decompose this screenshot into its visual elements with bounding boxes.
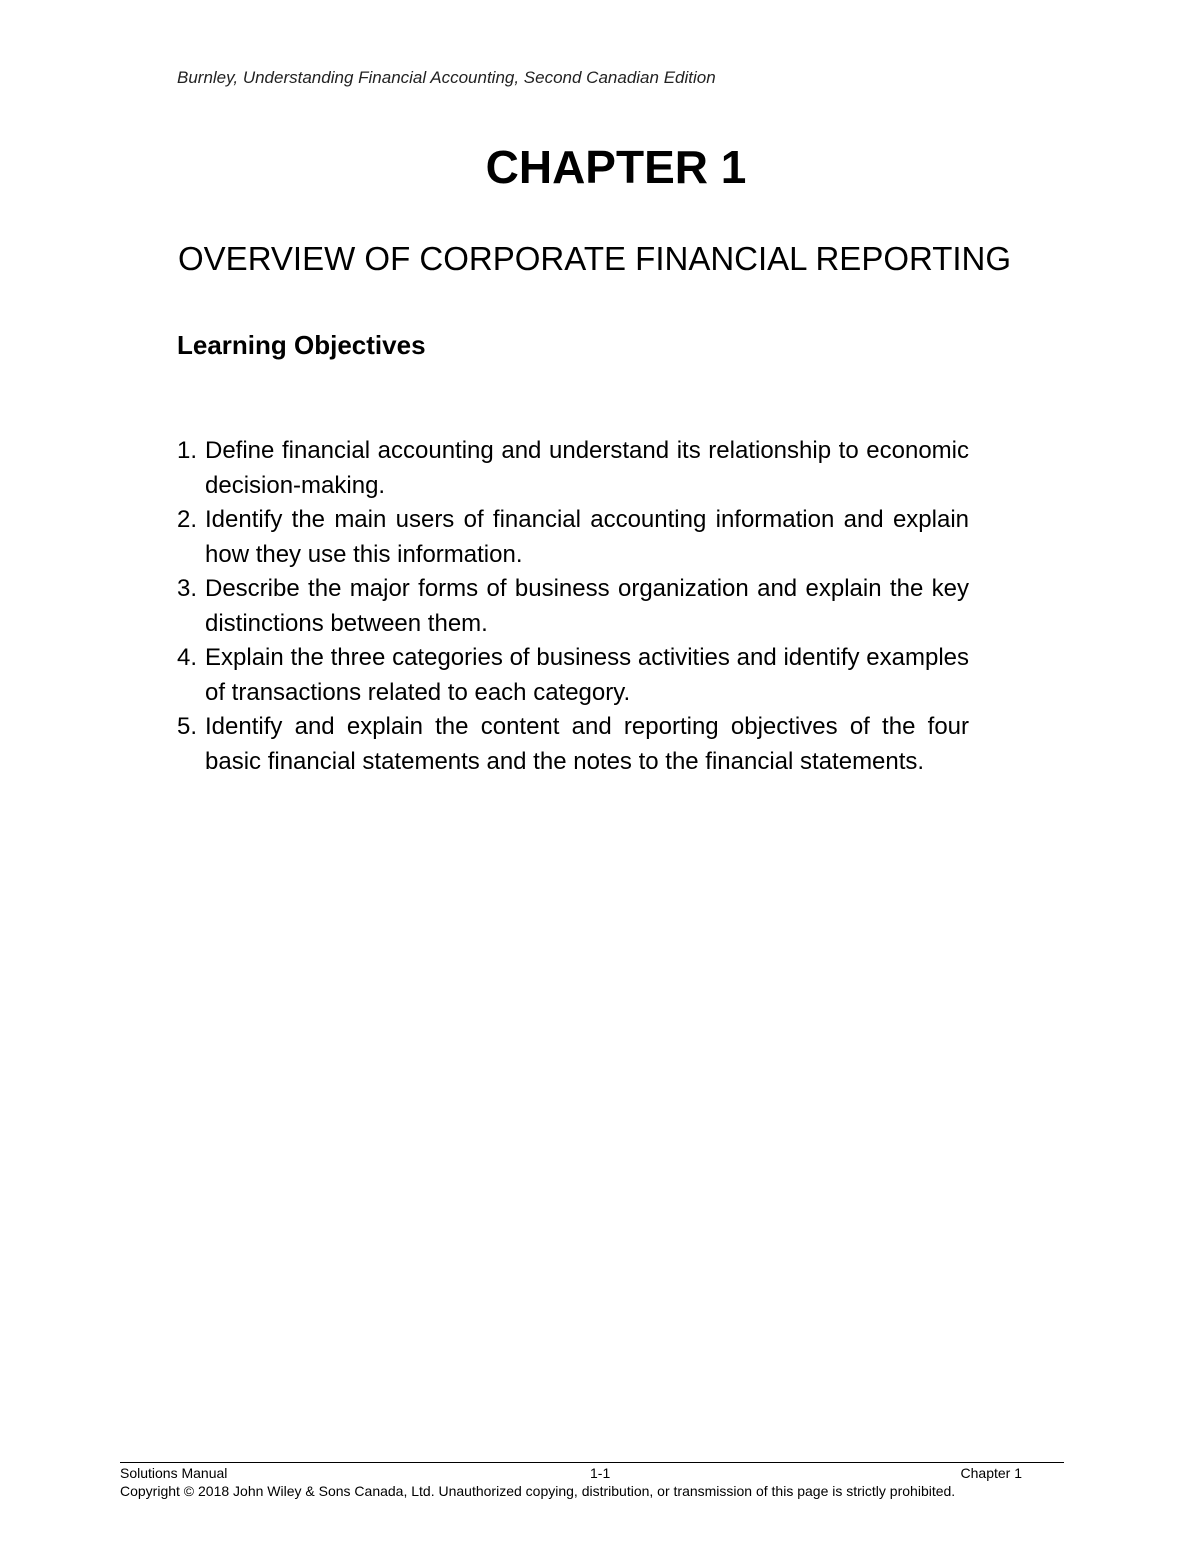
objective-number: 3. — [177, 575, 198, 602]
learning-objectives-heading: Learning Objectives — [177, 330, 426, 360]
objective-number: 1. — [177, 437, 198, 464]
objective-text: Identify the main users of financial accounting information and explain how they use this information. — [205, 506, 969, 568]
footer-page-number: 1-1 — [590, 1465, 611, 1481]
objective-item — [177, 502, 969, 572]
objective-item — [177, 709, 969, 779]
objective-text: Define financial accounting and understand its relationship to economic decision-making. — [205, 437, 969, 499]
footer-copyright: Copyright © 2018 John Wiley & Sons Canada, Ltd. Unauthorized copying, distribution, or transmission of this page is strictly prohibited. — [120, 1483, 956, 1499]
footer — [120, 1465, 1022, 1483]
footer-document-type: Solutions Manual — [120, 1465, 228, 1481]
objective-number: 5. — [177, 713, 198, 740]
footer-chapter: Chapter 1 — [960, 1465, 1022, 1481]
chapter-title: CHAPTER 1 — [485, 141, 747, 193]
learning-objectives-list — [177, 433, 969, 778]
objective-item — [177, 433, 969, 503]
footer-divider — [120, 1462, 1064, 1463]
objective-number: 2. — [177, 506, 198, 533]
objective-number: 4. — [177, 644, 198, 671]
objective-text: Identify and explain the content and reporting objectives of the four basic financial statements and the notes to the financial statements. — [205, 713, 969, 775]
objective-text: Describe the major forms of business organization and explain the key distinctions between them. — [205, 575, 969, 637]
objective-item — [177, 571, 969, 641]
objective-item — [177, 640, 969, 710]
objective-text: Explain the three categories of business activities and identify examples of transactions related to each category. — [205, 644, 969, 706]
chapter-subtitle: OVERVIEW OF CORPORATE FINANCIAL REPORTING — [178, 240, 1012, 277]
running-header: Burnley, Understanding Financial Accounting, Second Canadian Edition — [177, 68, 716, 87]
